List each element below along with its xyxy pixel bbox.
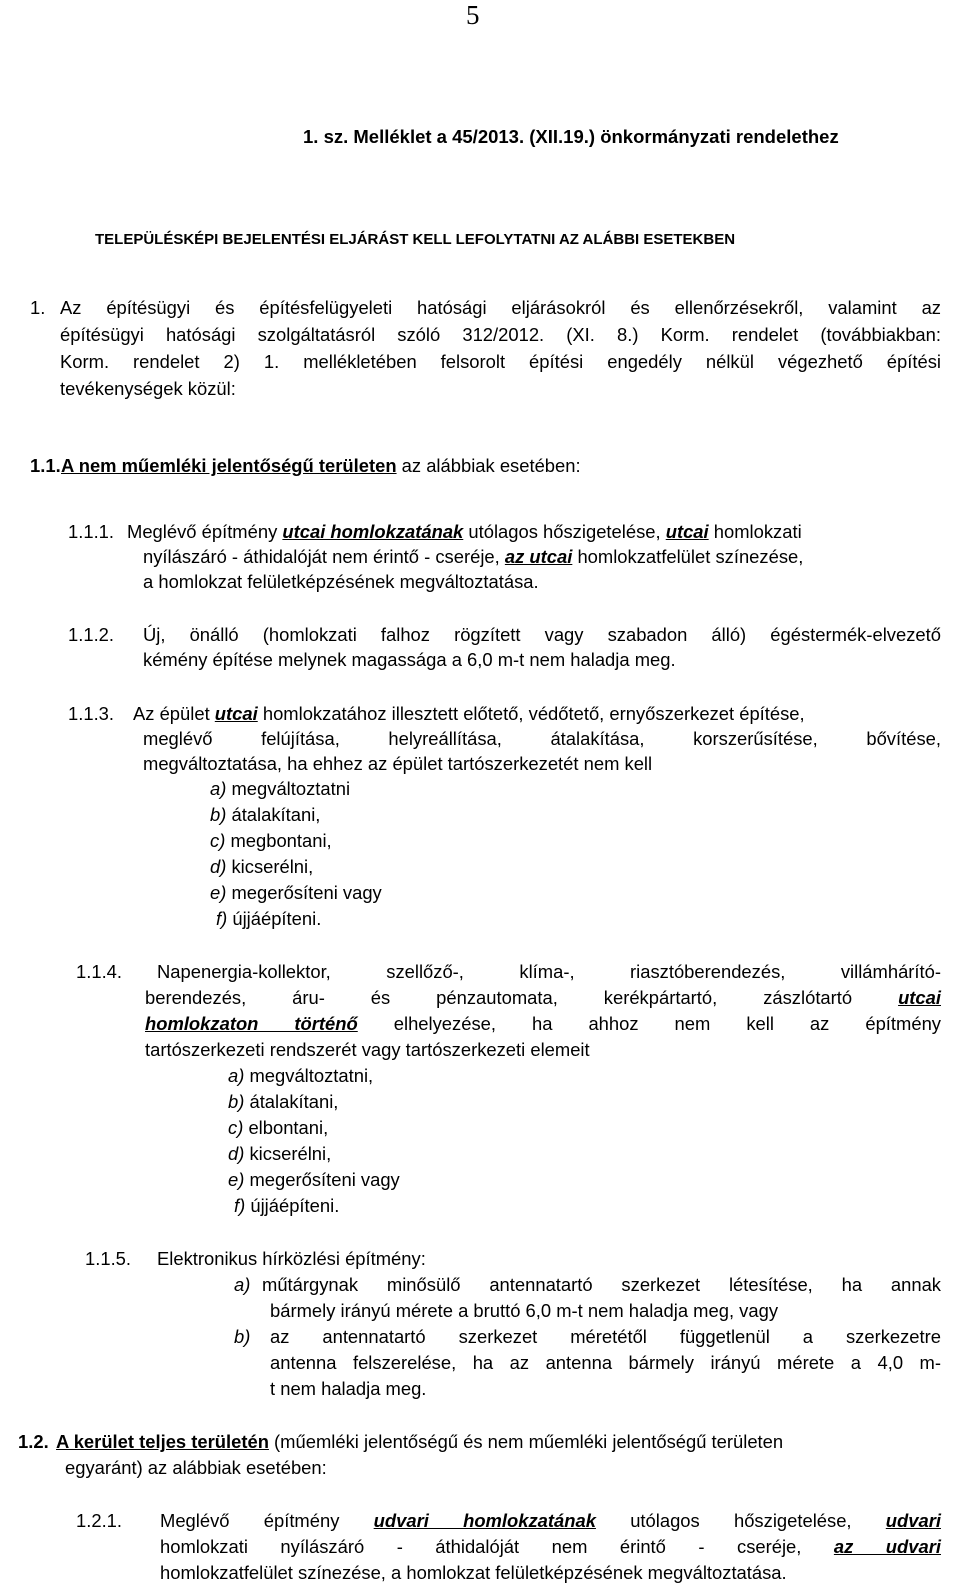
intro-line-4: tevékenységek közül: xyxy=(60,378,236,399)
s11-underlined: A nem műemléki jelentőségű területen xyxy=(61,455,397,476)
s111-l2u: az utcai xyxy=(504,546,573,567)
s113-item-f xyxy=(216,910,321,928)
intro-line-3: Korm. rendelet 2) 1. mellékletében felsorolt építési engedély nélkül végezhető építési xyxy=(60,351,941,372)
s114-l2u: utcai xyxy=(898,987,941,1008)
s113-item-a xyxy=(210,780,350,798)
s114-item-e-text: megerősíteni vagy xyxy=(244,1169,400,1190)
s113-l1u: utcai xyxy=(214,703,258,724)
s111-l1u1: utcai homlokzatának xyxy=(282,521,464,542)
s113-l1a: Az épület xyxy=(133,703,215,724)
s111-number: 1.1.1. xyxy=(68,521,115,542)
s11-text xyxy=(61,457,581,475)
s121-l1a: Meglévő építmény xyxy=(160,1510,374,1531)
s113-item-a-text: megváltoztatni xyxy=(226,778,351,799)
s111-l1c: homlokzati xyxy=(708,521,802,542)
s121-l1b: utólagos hőszigetelése, xyxy=(595,1510,886,1531)
page-title: 1. sz. Melléklet a 45/2013. (XII.19.) önkormányzati rendelethez xyxy=(303,126,839,147)
s114-item-a xyxy=(228,1067,373,1085)
s11-number: 1.1. xyxy=(30,455,61,476)
s114-item-f-letter: f) xyxy=(234,1195,246,1216)
s114-item-c-text: elbontani, xyxy=(243,1117,329,1138)
s111-line-2 xyxy=(143,548,803,566)
s121-l1u2: udvari xyxy=(885,1510,941,1531)
s114-line-4: tartószerkezeti rendszerét vagy tartószerkezeti elemeit xyxy=(145,1039,590,1060)
section-heading: TELEPÜLÉSKÉPI BEJELENTÉSI ELJÁRÁST KELL LEFOLYTATNI AZ ALÁBBI ESETEKBEN xyxy=(95,231,736,248)
s121-line-2 xyxy=(160,1538,941,1556)
page-number: 5 xyxy=(466,0,480,30)
s113-item-c xyxy=(210,832,332,850)
s114-item-d xyxy=(228,1145,331,1163)
s12-underlined: A kerület teljes területén xyxy=(56,1431,269,1452)
s12-l1b: (műemléki jelentőségű és nem műemléki jelentőségű területen xyxy=(268,1431,784,1452)
s111-l2b: homlokzatfelület színezése, xyxy=(572,546,804,567)
s111-l2a: nyílászáró - áthidalóját nem érintő - cseréje, xyxy=(143,546,505,567)
s114-item-b xyxy=(228,1093,338,1111)
s113-item-e-letter: e) xyxy=(210,882,227,903)
s112-number: 1.1.2. xyxy=(68,624,115,645)
s113-item-d-text: kicserélni, xyxy=(226,856,314,877)
s113-item-c-letter: c) xyxy=(210,830,226,851)
s121-number: 1.2.1. xyxy=(76,1510,123,1531)
s121-l1u1: udvari homlokzatának xyxy=(373,1510,596,1531)
s114-item-d-letter: d) xyxy=(228,1143,245,1164)
s111-l1a: Meglévő építmény xyxy=(127,521,283,542)
s114-item-b-letter: b) xyxy=(228,1091,245,1112)
s113-item-b xyxy=(210,806,320,824)
s115-b-line-1: az antennatartó szerkezet méretétől függetlenül a szerkezetre xyxy=(270,1326,941,1347)
s115-line-1: Elektronikus hírközlési építmény: xyxy=(157,1248,426,1269)
s12-number: 1.2. xyxy=(18,1431,49,1452)
s114-item-b-text: átalakítani, xyxy=(244,1091,339,1112)
s121-line-1 xyxy=(160,1512,941,1530)
s11-rest: az alábbiak esetében: xyxy=(396,455,581,476)
s115-b-line-2: antenna felszerelése, ha az antenna bármely irányú mérete a 4,0 m- xyxy=(270,1352,941,1373)
s113-item-f-letter: f) xyxy=(216,908,228,929)
s115-a-letter: a) xyxy=(234,1274,251,1295)
s114-l3b: elhelyezése, ha ahhoz nem kell az építmény xyxy=(357,1013,941,1034)
s114-number: 1.1.4. xyxy=(76,961,123,982)
s113-l1b: homlokzatához illesztett előtető, védőtető, ernyőszerkezet építése, xyxy=(257,703,805,724)
s12-line-1 xyxy=(56,1433,783,1451)
intro-line-2: építésügyi hatósági szolgáltatásról szóló 312/2012. (XI. 8.) Korm. rendelet (továbbiakban: xyxy=(60,324,941,345)
s113-line-3: megváltoztatása, ha ehhez az épület tartószerkezetét nem kell xyxy=(143,753,653,774)
s113-number: 1.1.3. xyxy=(68,703,115,724)
s111-l1b: utólagos hőszigetelése, xyxy=(463,521,666,542)
s114-item-c xyxy=(228,1119,328,1137)
s121-line-3: homlokzatfelület színezése, a homlokzat felületképzésének megváltoztatása. xyxy=(160,1562,787,1583)
s115-b-letter: b) xyxy=(234,1326,251,1347)
s113-item-e xyxy=(210,884,382,902)
s113-item-b-letter: b) xyxy=(210,804,227,825)
s12-line-2: egyaránt) az alábbiak esetében: xyxy=(65,1457,327,1478)
s114-item-e xyxy=(228,1171,400,1189)
s114-item-e-letter: e) xyxy=(228,1169,245,1190)
s114-l2a: berendezés, áru- és pénzautomata, kerékpártartó, zászlótartó xyxy=(145,987,899,1008)
s114-item-f xyxy=(234,1197,339,1215)
s112-line-1: Új, önálló (homlokzati falhoz rögzített vagy szabadon álló) égéstermék-elvezető xyxy=(143,624,941,645)
s114-l3u: homlokzaton történő xyxy=(145,1013,358,1034)
s111-l1u2: utcai xyxy=(665,521,709,542)
s113-item-d-letter: d) xyxy=(210,856,227,877)
s115-a-line-2: bármely irányú mérete a bruttó 6,0 m-t nem haladja meg, vagy xyxy=(270,1300,779,1321)
s113-item-f-text: újjáépíteni. xyxy=(227,908,322,929)
s121-l2a: homlokzati nyílászáró - áthidalóját nem érintő - cseréje, xyxy=(160,1536,834,1557)
s113-item-e-text: megerősíteni vagy xyxy=(226,882,382,903)
s112-line-2: kémény építése melynek magassága a 6,0 m-t nem haladja meg. xyxy=(143,649,676,670)
s113-item-b-text: átalakítani, xyxy=(226,804,321,825)
intro-number: 1. xyxy=(30,297,46,318)
s115-a-line-1: műtárgynak minősülő antennatartó szerkezet létesítése, ha annak xyxy=(262,1274,941,1295)
s114-item-d-text: kicserélni, xyxy=(244,1143,332,1164)
s114-item-a-text: megváltoztatni, xyxy=(244,1065,374,1086)
intro-line-1: Az építésügyi és építésfelügyeleti hatósági eljárásokról és ellenőrzésekről, valamint az xyxy=(60,297,941,318)
s114-line-3 xyxy=(145,1015,941,1033)
s114-item-f-text: újjáépíteni. xyxy=(245,1195,340,1216)
s121-l2u: az udvari xyxy=(833,1536,941,1557)
s115-number: 1.1.5. xyxy=(85,1248,132,1269)
s114-line-1: Napenergia-kollektor, szellőző-, klíma-, riasztóberendezés, villámhárító- xyxy=(157,961,941,982)
s113-item-d xyxy=(210,858,313,876)
s113-item-c-text: megbontani, xyxy=(225,830,332,851)
s111-line-3: a homlokzat felületképzésének megváltoztatása. xyxy=(143,571,539,592)
s114-item-c-letter: c) xyxy=(228,1117,244,1138)
s114-item-a-letter: a) xyxy=(228,1065,245,1086)
s113-line-1 xyxy=(133,705,805,723)
s114-line-2 xyxy=(145,989,941,1007)
s113-line-2: meglévő felújítása, helyreállítása, átalakítása, korszerűsítése, bővítése, xyxy=(143,728,941,749)
s113-item-a-letter: a) xyxy=(210,778,227,799)
s115-b-line-3: t nem haladja meg. xyxy=(270,1378,427,1399)
s111-line-1 xyxy=(127,523,802,541)
